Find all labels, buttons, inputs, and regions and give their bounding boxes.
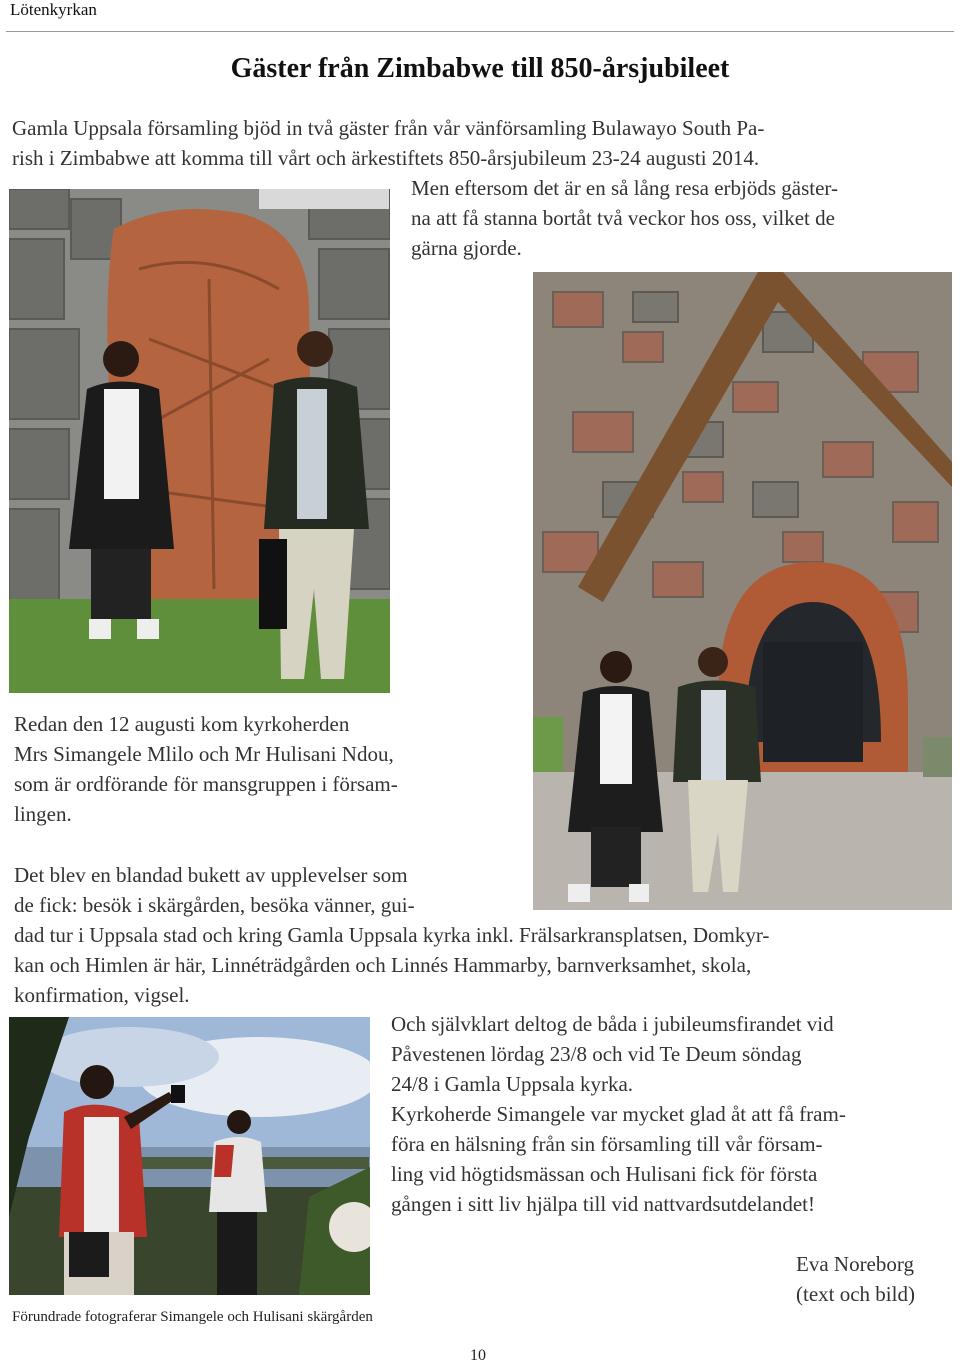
text-line: lingen.: [14, 802, 72, 826]
text-line: 24/8 i Gamla Uppsala kyrka.: [391, 1072, 634, 1096]
photo-guests-by-runestone: [9, 189, 390, 693]
text-line: föra en hälsning från sin församling till vår försam-: [391, 1132, 823, 1156]
publication-name: Lötenkyrkan: [10, 0, 97, 19]
author-credit: (text och bild): [796, 1282, 915, 1306]
text-line: dad tur i Uppsala stad och kring Gamla Uppsala kyrka inkl. Frälsarkransplatsen, Domkyr-: [14, 923, 770, 947]
text-line: Gamla Uppsala församling bjöd in två gäster från vår vänförsamling Bulawayo South Pa-: [12, 116, 765, 140]
text-line: gärna gjorde.: [411, 236, 522, 260]
text-line: Påvestenen lördag 23/8 och vid Te Deum söndag: [391, 1042, 802, 1066]
text-line: Och självklart deltog de båda i jubileumsfirandet vid: [391, 1012, 834, 1036]
text-line: ling vid högtidsmässan och Hulisani fick för första: [391, 1162, 818, 1186]
article-title: Gäster från Zimbabwe till 850-årsjubileet: [230, 53, 730, 84]
header-divider: [6, 31, 954, 32]
text-line: na att få stanna bortåt två veckor hos oss, vilket de: [411, 206, 835, 230]
photo-archipelago: [9, 1017, 370, 1295]
text-line: konfirmation, vigsel.: [14, 983, 190, 1007]
text-line: Kyrkoherde Simangele var mycket glad åt att få fram-: [391, 1102, 846, 1126]
text-line: Redan den 12 augusti kom kyrkoherden: [14, 712, 350, 736]
text-line: gången i sitt liv hjälpa till vid nattvardsutdelandet!: [391, 1192, 815, 1216]
festivities-paragraph: [391, 1009, 946, 1219]
text-line: Det blev en blandad bukett av upplevelser som: [14, 863, 408, 887]
author-signature: [796, 1249, 956, 1309]
text-line: Men eftersom det är en så lång resa erbjöds gäster-: [411, 176, 838, 200]
author-name: Eva Noreborg: [796, 1252, 914, 1276]
text-line: som är ordförande för mansgruppen i försam-: [14, 772, 398, 796]
text-line: de fick: besök i skärgården, besöka vänner, gui-: [14, 893, 415, 917]
photo-caption: Förundrade fotograferar Simangele och Hulisani skärgården: [12, 1309, 373, 1325]
experiences-paragraph-continued: [14, 920, 944, 1010]
intro-paragraph: [12, 113, 942, 173]
arrival-paragraph: [14, 709, 524, 829]
text-line: Mrs Simangele Mlilo och Mr Hulisani Ndou,: [14, 742, 394, 766]
text-line: rish i Zimbabwe att komma till vårt och ärkestiftets 850-årsjubileum 23-24 augusti 2014.: [12, 146, 760, 170]
photo-guests-at-church: [533, 272, 952, 910]
page-number: 10: [470, 1347, 486, 1364]
intro-paragraph-continued: [411, 173, 941, 263]
text-line: kan och Himlen är här, Linnéträdgården och Linnés Hammarby, barnverksamhet, skola,: [14, 953, 752, 977]
experiences-paragraph: [14, 860, 524, 920]
